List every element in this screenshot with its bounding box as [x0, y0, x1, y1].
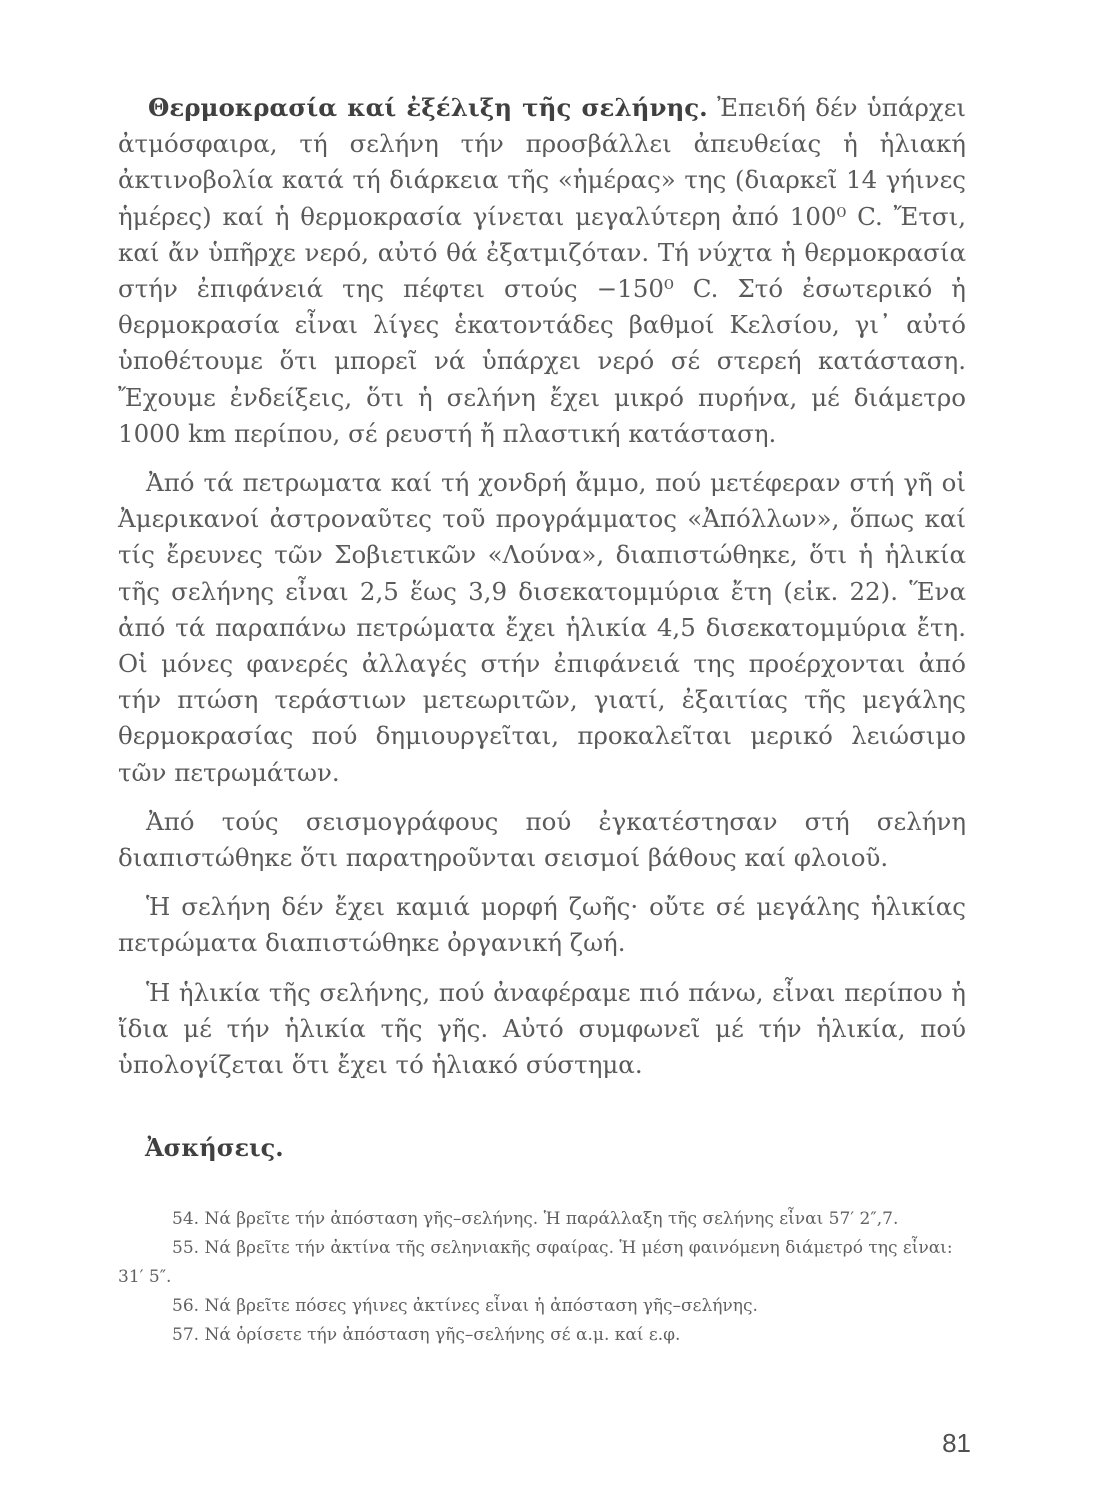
paragraph-text: Ἐπειδή δέν ὑπάρχει ἀτμόσφαιρα, τή σελήνη τήν προσβάλλει ἀπευθείας ἡ ἡλιακή ἀκτινοβολία κατά τή διάρκεια τῆς «ἡμέρας» της (διαρκεῖ 14 γήινες ἡμέρες) καί ἡ θερμοκρασία γίνεται μεγαλύτερη ἀπό 100⁰ C. Ἔτσι, καί ἄν ὑπῆρχε νερό, αὐτό θά ἐξατμιζόταν. Τή νύχτα ἡ θερμοκρασία στήν ἐπιφάνειά της πέφτει στούς −150⁰ C. Στό ἐσωτερικό ἡ θερμοκρασία εἶναι λίγες ἑκατοντάδες βαθμοί Κελσίου, γι᾽ αὐτό ὑποθέτουμε ὅτι μπορεῖ νά ὑπάρχει νερό σέ στερεή κατάσταση. Ἔχουμε ἐνδείξεις, ὅτι ἡ σελήνη ἔχει μικρό πυρήνα, μέ διάμετρο 1000 km περίπου, σέ ρευστή ἤ πλαστική κατάσταση. — [118, 93, 966, 448]
exercises-heading: Ἀσκήσεις. — [145, 1133, 284, 1162]
exercise-item: 56. Νά βρεῖτε πόσες γήινες ἀκτίνες εἶναι ἡ ἀπόσταση γῆς–σελήνης. — [172, 1296, 758, 1316]
paragraph-no-life: Ἡ σελήνη δέν ἔχει καμιά μορφή ζωῆς· οὔτε σέ μεγάλης ἡλικίας πετρώματα διαπιστώθηκε ὀργανική ζωή. — [118, 892, 966, 958]
page-number: 81 — [942, 1428, 971, 1458]
exercises-list — [118, 1205, 968, 1350]
paragraph-seismographs: Ἀπό τούς σεισμογράφους πού ἐγκατέστησαν στή σελήνη διαπιστώθηκε ὅτι παρατηροῦνται σεισμοί βάθους καί φλοιοῦ. — [118, 806, 966, 873]
exercise-item: 57. Νά ὁρίσετε τήν ἀπόσταση γῆς–σελήνης σέ α.μ. καί ε.φ. — [172, 1325, 681, 1345]
paragraph-temperature-evolution — [118, 90, 966, 452]
paragraph-lead-heading: Θερμοκρασία καί ἐξέλιξη τῆς σελήνης. — [148, 93, 708, 122]
exercise-item: 54. Νά βρεῖτε τήν ἀπόσταση γῆς–σελήνης. Ἡ παράλλαξη τῆς σελήνης εἶναι 57′ 2″,7. — [172, 1209, 899, 1229]
main-text — [118, 90, 966, 1096]
paragraph-rock-age: Ἀπό τά πετρωματα καί τή χονδρή ἄμμο, πού μετέφεραν στή γῆ οἱ Ἀμερικανοί ἀστροναῦτες τοῦ προγράμματος «Ἀπόλλων», ὅπως καί τίς ἔρευνες τῶν Σοβιετικῶν «Λούνα», διαπιστώθηκε, ὅτι ἡ ἡλικία τῆς σελήνης εἶναι 2,5 ἕως 3,9 δισεκατομμύρια ἔτη (εἰκ. 22). Ἕνα ἀπό τά παραπάνω πετρώματα ἔχει ἡλικία 4,5 δισεκατομμύρια ἔτη. Οἱ μόνες φανερές ἀλλαγές στήν ἐπιφάνειά της προέρχονται ἀπό τήν πτώση τεράστιων μετεωριτῶν, γιατί, ἐξαιτίας τῆς μεγάλης θερμοκρασίας πού δημιουργεῖται, προκαλεῖται μερικό λειώσιμο τῶν πετρωμάτων. — [118, 468, 966, 787]
paragraph-age-comparison: Ἡ ἡλικία τῆς σελήνης, πού ἀναφέραμε πιό πάνω, εἶναι περίπου ἡ ἴδια μέ τήν ἡλικία τῆς γῆς. Αὐτό συμφωνεῖ μέ τήν ἡλικία, πού ὑπολογίζεται ὅτι ἔχει τό ἡλιακό σύστημα. — [118, 977, 966, 1080]
exercise-item: 55. Νά βρεῖτε τήν ἀκτίνα τῆς σεληνιακῆς σφαίρας. Ἡ μέση φαινόμενη διάμετρό της εἶναι: 31′ 5″. — [118, 1238, 953, 1287]
